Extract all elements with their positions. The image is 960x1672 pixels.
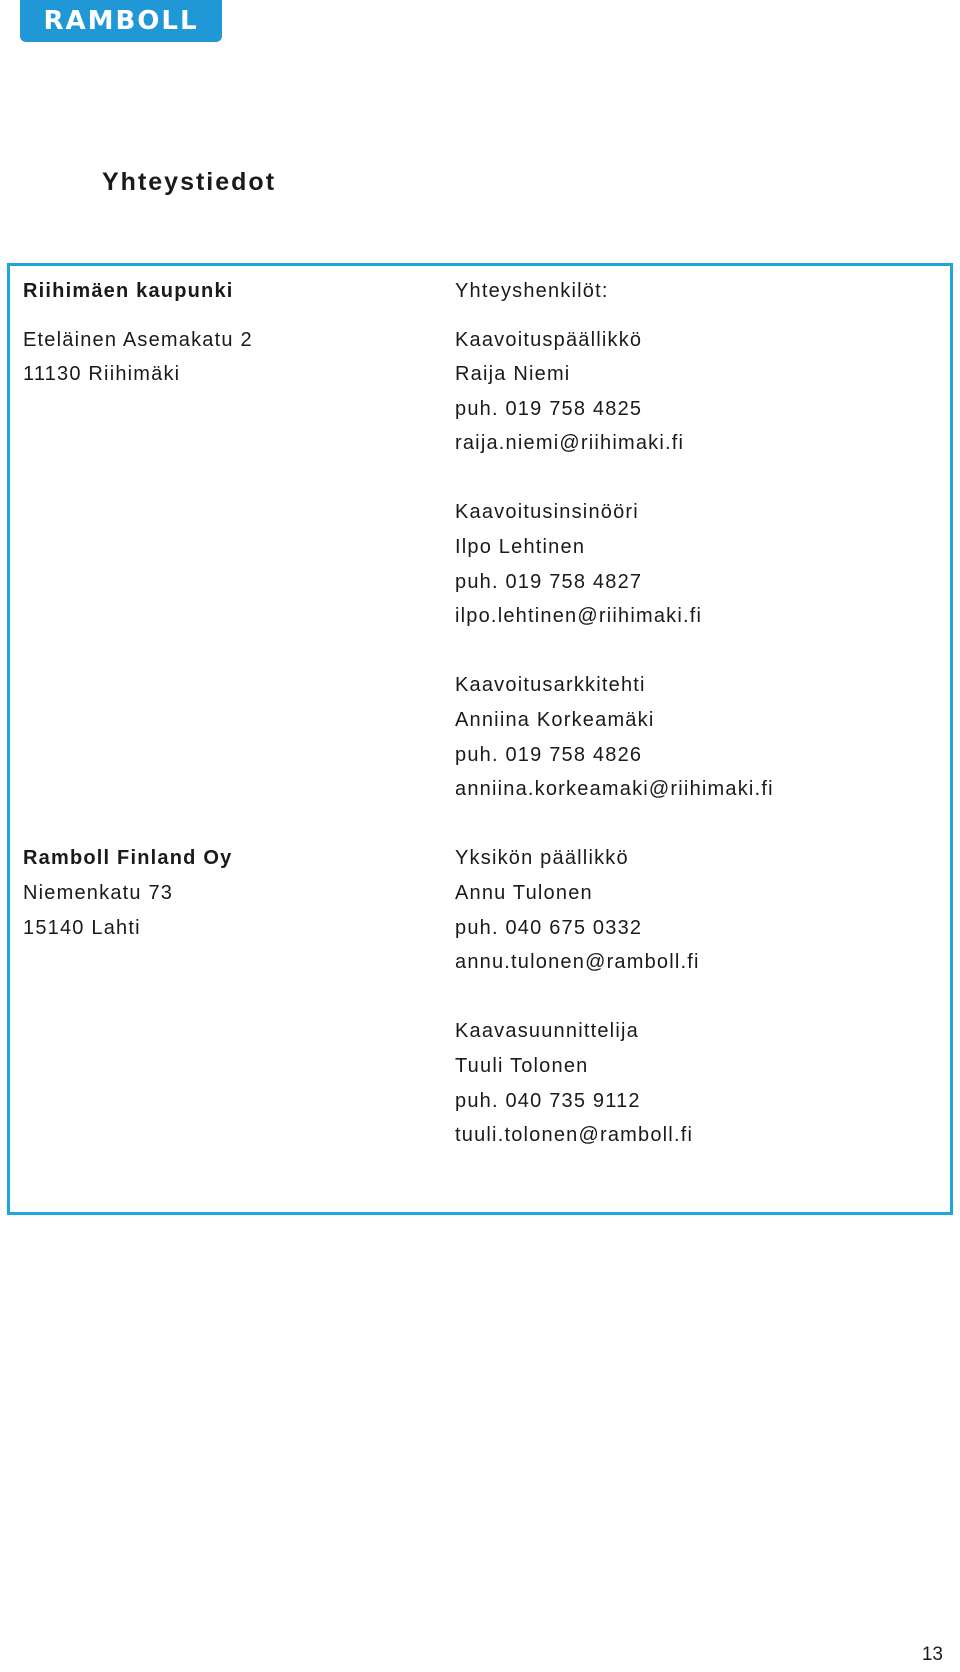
contact-name: Raija Niemi [455, 363, 571, 385]
city-street: Eteläinen Asemakatu 2 [23, 329, 253, 351]
contact-name: Annu Tulonen [455, 882, 593, 904]
contact-title: Kaavoitusarkkitehti [455, 674, 646, 696]
contact-name: Ilpo Lehtinen [455, 536, 586, 558]
contact-phone: puh. 040 675 0332 [455, 917, 643, 939]
contact-title: Kaavoituspäällikkö [455, 329, 643, 351]
page-title: Yhteystiedot [102, 168, 277, 196]
company-postal: 15140 Lahti [23, 917, 141, 939]
contact-info-box [7, 263, 953, 1215]
contact-title: Kaavoitusinsinööri [455, 501, 639, 523]
contact-name: Anniina Korkeamäki [455, 709, 655, 731]
page-number: 13 [921, 1644, 943, 1665]
contact-email: tuuli.tolonen@ramboll.fi [455, 1124, 694, 1146]
contact-title: Kaavasuunnittelija [455, 1020, 639, 1042]
contact-email: annu.tulonen@ramboll.fi [455, 951, 700, 973]
city-name: Riihimäen kaupunki [23, 280, 234, 302]
contact-name: Tuuli Tolonen [455, 1055, 589, 1077]
company-name: Ramboll Finland Oy [23, 847, 233, 869]
contact-email: raija.niemi@riihimaki.fi [455, 432, 685, 454]
contact-phone: puh. 019 758 4826 [455, 744, 643, 766]
contact-email: ilpo.lehtinen@riihimaki.fi [455, 605, 703, 627]
contact-phone: puh. 040 735 9112 [455, 1090, 641, 1112]
city-postal: 11130 Riihimäki [23, 363, 181, 385]
contact-persons-label: Yhteyshenkilöt: [455, 280, 609, 302]
contact-title: Yksikön päällikkö [455, 847, 629, 869]
ramboll-logo [20, 0, 222, 42]
contact-email: anniina.korkeamaki@riihimaki.fi [455, 778, 774, 800]
company-street: Niemenkatu 73 [23, 882, 174, 904]
contact-phone: puh. 019 758 4825 [455, 398, 643, 420]
logo-text: RAMBOLL [43, 6, 199, 36]
contact-phone: puh. 019 758 4827 [455, 571, 643, 593]
